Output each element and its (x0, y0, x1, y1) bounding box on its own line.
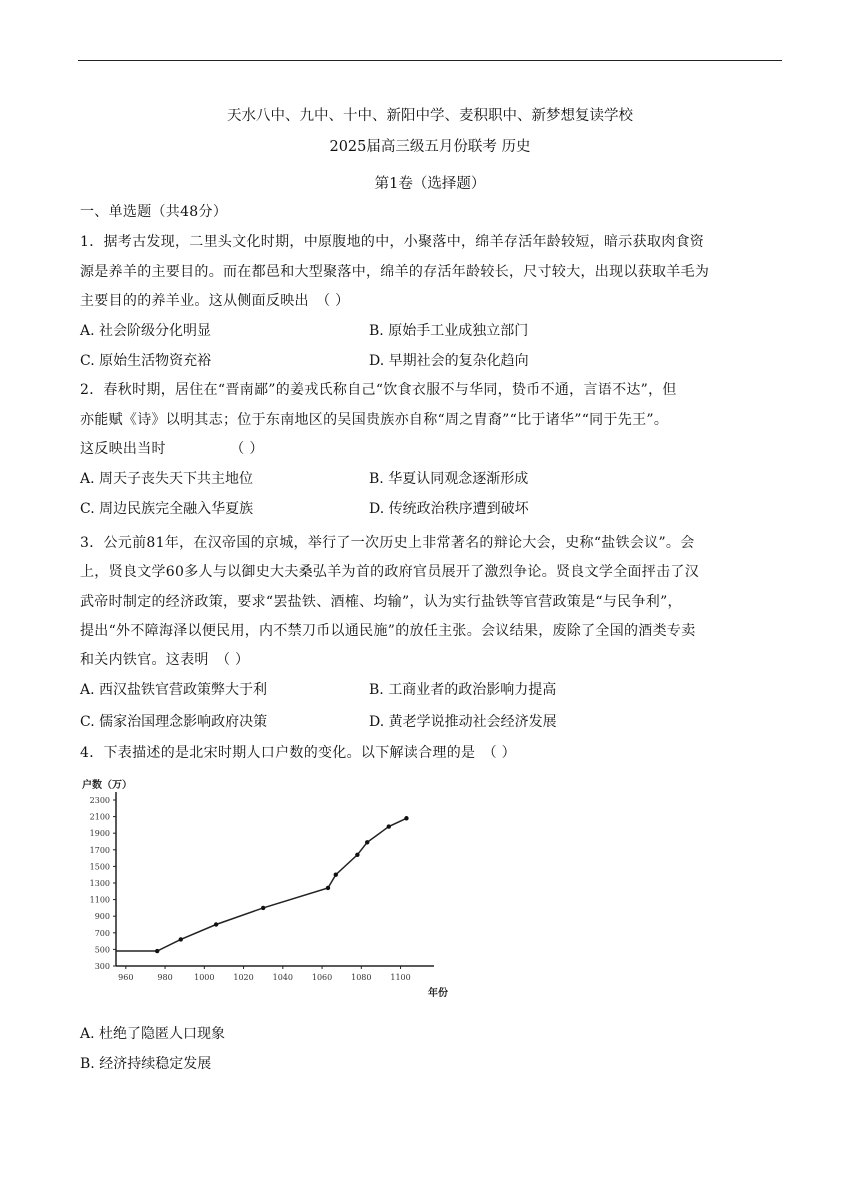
y-tick-label: 300 (94, 962, 110, 971)
option-b[interactable]: B. 原始手工业成独立部门 (369, 323, 529, 339)
question-line: 源是养羊的主要目的。而在都邑和大型聚落中，绵羊的存活年龄较长，尺寸较大，出现以获取羊毛为 (80, 264, 710, 280)
x-axis-label: 年份 (428, 988, 448, 998)
y-tick-label: 1700 (89, 845, 110, 855)
y-tick-label: 1100 (89, 895, 110, 905)
x-tick-label: 1020 (233, 973, 254, 982)
y-tick-label: 900 (94, 912, 110, 922)
x-tick-label: 1040 (272, 973, 293, 982)
series-line (116, 818, 406, 951)
x-tick-label: 1100 (390, 973, 411, 982)
question-line: 上，贤良文学60多人与以御史大夫桑弘羊为首的政府官员展开了激烈争论。贤良文学全面抨击了汉 (80, 564, 700, 580)
series-points (155, 816, 409, 953)
question-line: 亦能赋《诗》以明其志；位于东南地区的吴国贵族亦自称“周之胄裔”“比于诸华”“同于先王”。 (80, 412, 669, 428)
data-point (214, 922, 218, 926)
data-point (365, 840, 369, 844)
data-point (404, 816, 408, 820)
option-d[interactable]: D. 早期社会的复杂化趋向 (369, 353, 529, 369)
x-tick-label: 1060 (311, 973, 333, 982)
data-point (261, 906, 265, 910)
option-a[interactable]: A. 杜绝了隐匿人口现象 (80, 1026, 226, 1042)
question-line: 1．据考古发现，二里头文化时期，中原腹地的中，小聚落中，绵羊存活年龄较短，暗示获取肉食资 (80, 234, 705, 250)
question-line: 提出“外不障海泽以便民用，内不禁刀币以通民施”的放任主张。会议结果，废除了全国的酒类专卖 (80, 623, 696, 639)
data-point (387, 824, 391, 828)
question-line: 武帝时制定的经济政策，要求“罢盐铁、酒榷、均输”，认为实行盐铁等官营政策是“与民争利”， (80, 594, 682, 610)
question-line: 3．公元前81年，在汉帝国的京城，举行了一次历史上非常著名的辩论大会，史称“盐铁会议”。会 (80, 535, 695, 551)
option-b[interactable]: B. 经济持续稳定发展 (80, 1056, 212, 1072)
option-d[interactable]: D. 黄老学说推动社会经济发展 (369, 714, 557, 730)
x-tick-label: 980 (157, 973, 173, 982)
question-line: 主要目的的养羊业。这从侧面反映出 （ ） (80, 293, 350, 309)
y-axis-ticks (90, 796, 116, 971)
y-tick-label: 1500 (89, 862, 110, 872)
y-tick-label: 500 (94, 945, 110, 955)
option-c[interactable]: C. 原始生活物资充裕 (80, 353, 212, 369)
x-tick-label: 1000 (194, 973, 215, 982)
top-rule (78, 60, 782, 61)
option-a[interactable]: A. 周天子丧失天下共主地位 (80, 471, 254, 487)
data-point (355, 853, 359, 857)
option-c[interactable]: C. 儒家治国理念影响政府决策 (80, 714, 268, 730)
y-tick-label: 2100 (89, 812, 110, 822)
x-tick-label: 1080 (351, 973, 372, 982)
question-line: 2．春秋时期，居住在“晋南鄙”的姜戎氏称自己“饮食衣服不与华同，贽币不通，言语不达”，但 (80, 382, 677, 398)
question-line: 和关内铁官。这表明 （ ） (80, 652, 250, 668)
data-point (326, 886, 330, 890)
household-chart (78, 776, 458, 998)
option-b[interactable]: B. 华夏认同观念逐渐形成 (369, 471, 529, 487)
y-tick-label: 700 (94, 928, 110, 938)
option-b[interactable]: B. 工商业者的政治影响力提高 (369, 682, 557, 698)
question-line: 这反映出当时 （ ） (80, 441, 264, 457)
data-point (179, 937, 183, 941)
option-c[interactable]: C. 周边民族完全融入华夏族 (80, 501, 254, 517)
x-tick-label: 960 (118, 973, 134, 982)
y-tick-label: 1300 (89, 879, 110, 888)
data-point (155, 949, 159, 953)
option-a[interactable]: A. 社会阶级分化明显 (80, 323, 212, 339)
y-axis-label: 户数（万） (82, 780, 132, 791)
data-point (334, 873, 338, 877)
option-a[interactable]: A. 西汉盐铁官营政策弊大于利 (80, 682, 268, 698)
exam-title: 2025届高三级五月份联考 历史 (329, 139, 531, 155)
y-tick-label: 1900 (89, 829, 110, 839)
y-tick-label: 2300 (89, 796, 110, 805)
option-d[interactable]: D. 传统政治秩序遭到破坏 (369, 501, 529, 517)
x-axis-ticks (118, 966, 411, 982)
school-names: 天水八中、九中、十中、新阳中学、麦积职中、新梦想复读学校 (227, 108, 633, 124)
section-heading: 一、单选题（共48分） (80, 204, 228, 220)
question-line: 4．下表描述的是北宋时期人口户数的变化。以下解读合理的是 （ ） (80, 745, 516, 761)
volume-title: 第1卷（选择题） (374, 176, 486, 192)
